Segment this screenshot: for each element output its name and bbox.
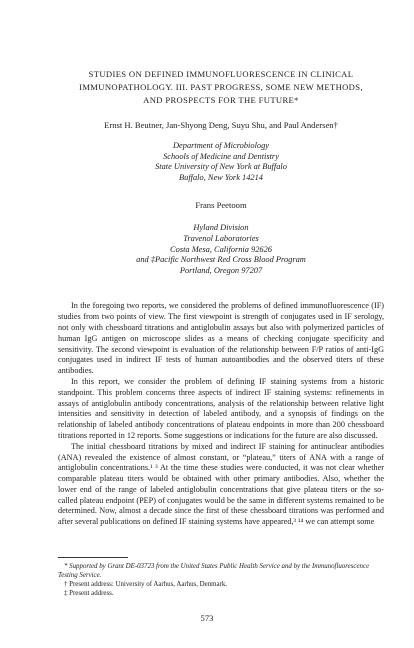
footnote: ‡ Present address.: [64, 590, 114, 597]
affiliation-line: Portland, Oregon 97207: [179, 265, 263, 275]
affiliation-line: Buffalo, New York 14214: [179, 172, 263, 182]
footnote: * Supported by Grant DE-03723 from the United States Public Health Service and by the Immunofluorescence Testing Service.: [58, 563, 370, 579]
affiliation-line: State University of New York at Buffalo: [155, 162, 287, 172]
affiliation-line: Hyland Division: [193, 223, 249, 233]
body-text: [58, 301, 384, 528]
title-line: STUDIES ON DEFINED IMMUNOFLUORESCENCE IN CLINICAL: [88, 69, 354, 79]
title-line: AND PROSPECTS FOR THE FUTURE*: [143, 95, 299, 105]
affiliation-line: Department of Microbiology: [173, 141, 269, 150]
title-line: IMMUNOPATHOLOGY. III. PAST PROGRESS, SOME NEW METHODS,: [79, 82, 363, 92]
page: [58, 0, 384, 528]
article-title: [58, 68, 384, 107]
footnote: † Present address: University of Aarhus, Aarhus, Denmark.: [64, 581, 228, 588]
footnotes: [58, 562, 384, 598]
page-number: 573: [200, 613, 214, 623]
affiliation-line: Costa Mesa, California 92626: [170, 244, 272, 254]
footnote-rule: [58, 557, 128, 558]
affiliation-line: and ‡Pacific Northwest Red Cross Blood Program: [136, 255, 306, 265]
body-paragraph: The initial chessboard titrations by mixed and indirect IF staining for antinuclear antibodies (ANA) revealed the existence of almost constant, or “plateau,” titers of ANA with a range of antiglobulin concentrations.¹ ³ At the time these studies were conducted, it was not clear whether comparable plateau titers would be obtained with other primary antibodies. Also, whether the lower end of the range of labeled antiglobulin concentrations that give plateau titers or the so-called plateau endpoint (PEP) of conjugates would be the same in different systems remained to be determined. Now, almost a decade since the first of these chessboard titrations was performed and after several publications on defined IF staining systems have appeared,³ ¹⁴ we can attempt some: [58, 441, 384, 527]
affiliation-block-2: [58, 223, 384, 276]
author-list: Ernst H. Beutner, Jan-Shyong Deng, Suyu Shu, and Paul Andersen†: [104, 120, 338, 130]
affiliation-block: [58, 141, 384, 183]
body-paragraph: In the foregoing two reports, we considered the problems of defined immunofluorescence (IF) studies from two points of view. The first viewpoint is strength of conjugates used in IF serology, not only with chessboard titrations and antiglobulin assays but also with polymerized particles of human IgG antigen on microscope slides as a means of checking conjugate specificity and sensitivity. The second viewpoint is evaluation of the relationship between F/P ratios of anti-IgG conjugates used in indirect IF tests of human autoantibodies and the observed titers of these antibodies.: [58, 301, 384, 376]
second-author: Frans Peetoom: [195, 200, 247, 211]
affiliation-line: Schools of Medicine and Dentistry: [163, 151, 279, 161]
affiliation-line: Travenol Laboratories: [183, 233, 259, 243]
body-paragraph: In this report, we consider the problem of defining IF staining systems from a historic standpoint. This problem concerns three aspects of indirect IF staining systems: refinements in assays of antiglobulin antibody concentrations, analysis of the relationship between relative light intensities and sensitivity in detection of labeled antibody, and a synopsis of findings on the relationship of labeled antibody concentrations of plateau endpoints in more than 200 chessboard titrations reported in 12 reports. Some suggestions or indications for the future are also discussed.: [58, 376, 384, 440]
